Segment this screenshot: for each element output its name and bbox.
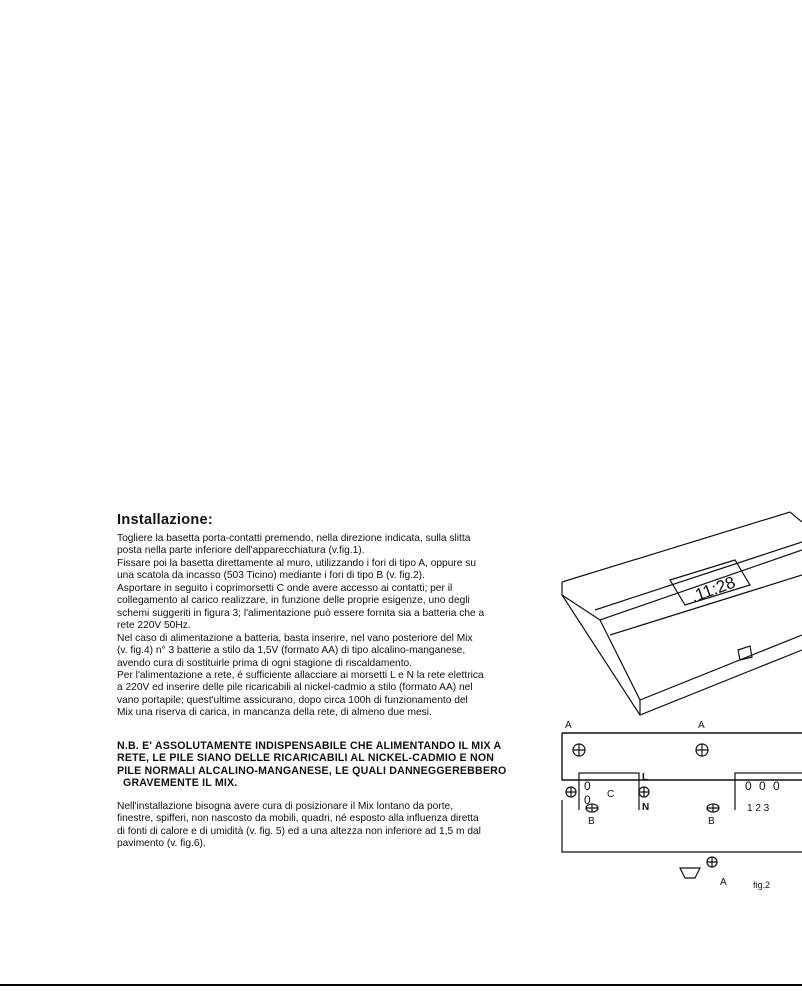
placement-paragraph <box>117 801 481 851</box>
text-line: collegamento al carico realizzare, in funzione delle proprie esigenze, uno degli <box>117 595 470 607</box>
text-line: Nel caso di alimentazione a batteria, basta inserire, nel vano posteriore del Mix <box>117 632 473 644</box>
terminal-zero: 0 <box>759 779 766 793</box>
figure-caption: fig.2 <box>753 880 771 890</box>
text-line: Mix una riserva di carica, in mancanza della rete, di almeno due mesi. <box>117 707 432 719</box>
text-line: Togliere la basetta porta-contatti premendo, nella direzione indicata, sulla slitta <box>117 533 471 544</box>
text-line: avendo cura di sostituirle prima di ogni stagione di riscaldamento. <box>117 657 413 669</box>
warning-line: N.B. E' ASSOLUTAMENTE INDISPENSABILE CHE ALIMENTANDO IL MIX A <box>117 740 502 752</box>
text-line: finestre, spifferi, non nascosto da mobili, quadri, né esposto alla influenza diretta <box>117 813 479 825</box>
text-line: Fissare poi la basetta direttamente al muro, utilizzando i fori di tipo A, oppure su <box>117 557 477 569</box>
device-time-display: .11:28 <box>688 572 738 607</box>
text-line: Per l'alimentazione a rete, é sufficiente allacciare ai morsetti L e N la rete elettrica <box>117 669 484 681</box>
text-line: a 220V ed inserire delle pile ricaricabili al nickel-cadmio a stilo (formato AA) nel <box>117 682 473 694</box>
warning-line: RETE, LE PILE SIANO DELLE RICARICABILI AL NICKEL-CADMIO E NON <box>117 752 495 765</box>
installation-figures <box>540 500 802 810</box>
page-bottom-rule <box>0 984 802 986</box>
hole-a-label: A <box>565 720 572 731</box>
text-line: (v. fig.4) n° 3 batterie a stilo da 1,5V (formato AA) di tipo alcalino-manganese, <box>117 645 466 657</box>
text-line: posta nella parte inferiore dell'apparecchiatura (v.fig.1). <box>117 545 365 557</box>
terminal-zero: 0 <box>745 779 752 793</box>
mounting-plate-diagram-lower <box>540 800 802 920</box>
terminal-zero: 0 <box>584 779 591 793</box>
terminal-n-label: N <box>642 802 650 810</box>
text-line: una scatola da incasso (503 Ticino) mediante i fori di tipo B (v. fig.2). <box>117 570 425 582</box>
warning-line: GRAVEMENTE IL MIX. <box>123 777 238 790</box>
text-line: rete 220V 50Hz. <box>117 620 191 632</box>
text-line: pavimento (v. fig.6). <box>117 838 206 850</box>
warning-line: PILE NORMALI ALCALINO-MANGANESE, LE QUALI DANNEGGEREBBERO <box>117 764 507 777</box>
text-line: Asportare in seguito i coprimorsetti C onde avere accesso ai contatti; per il <box>117 582 453 594</box>
installation-paragraph <box>117 533 484 720</box>
terminal-zero: 0 <box>773 779 780 793</box>
hole-b-label: B <box>708 816 715 827</box>
terminal-l-label: L <box>642 772 649 783</box>
mounting-plate-diagram <box>562 733 802 810</box>
hole-a-label: A <box>720 877 727 888</box>
section-heading: Installazione: <box>117 512 214 528</box>
terminal-numbers: 1 2 3 <box>747 803 770 814</box>
cover-c-label: C <box>607 789 615 800</box>
thermostat-device-illustration <box>562 512 802 715</box>
terminal-zero: 0 <box>584 793 591 807</box>
text-line: vano portapile; quest'ultime assicurano, dopo circa 100h di funzionamento del <box>117 694 468 706</box>
nb-warning <box>117 740 506 790</box>
hole-a-label: A <box>698 720 705 731</box>
text-line: schemi suggeriti in figura 3; l'alimentazione può essere fornita sia a batteria che a <box>117 607 485 619</box>
text-line: Nell'installazione bisogna avere cura di posizionare il Mix lontano da porte, <box>117 801 454 812</box>
hole-b-label: B <box>588 816 595 827</box>
text-line: di fonti di calore e di umidità (v. fig. 5) ed a una altezza non inferiore ad 1,5 m dal <box>117 825 481 837</box>
